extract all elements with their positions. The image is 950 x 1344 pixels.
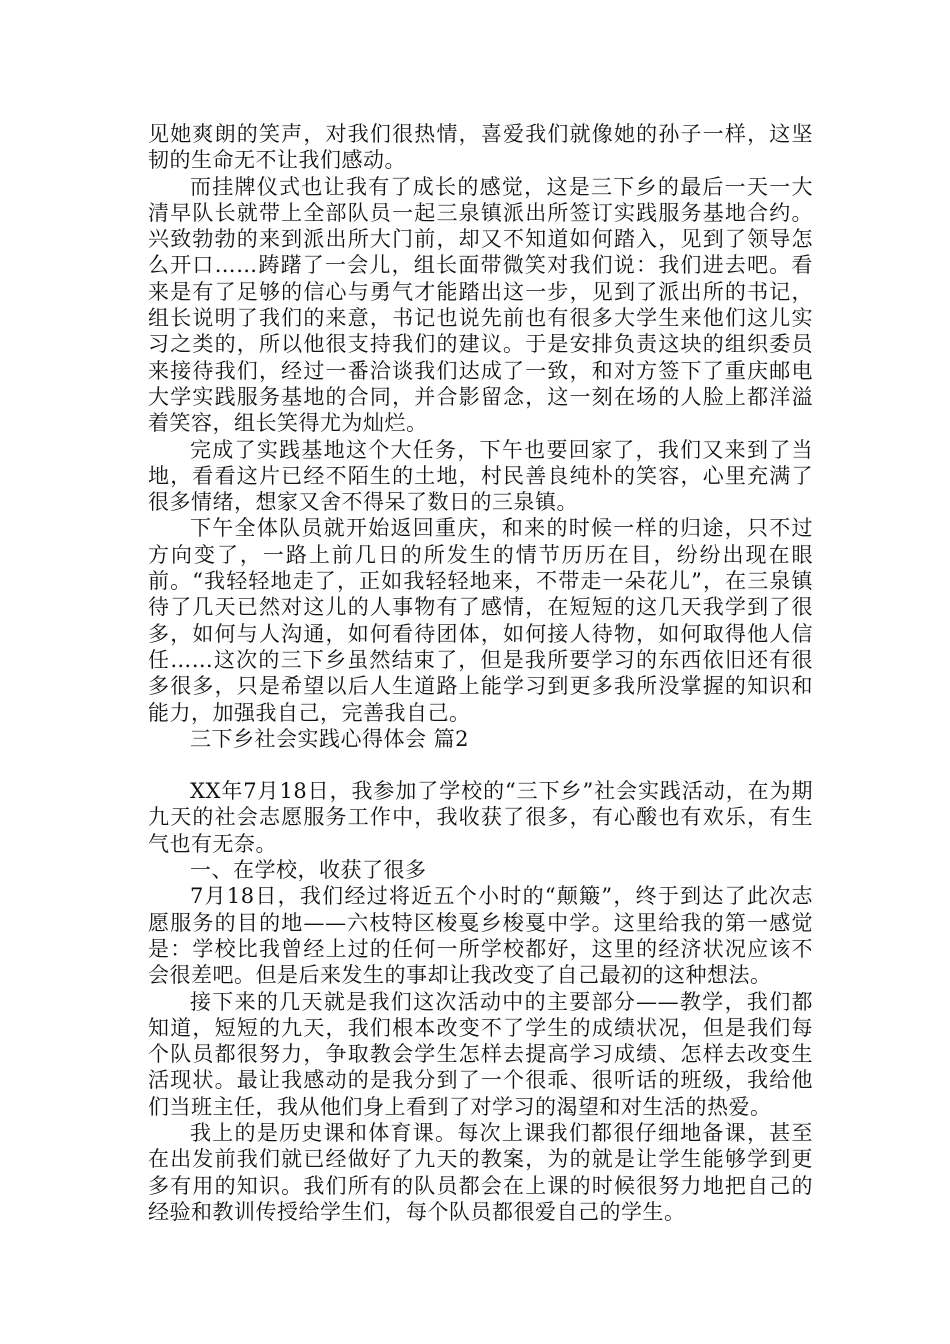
section-title: 三下乡社会实践心得体会 篇2 [190,726,470,751]
paragraph: XX年7月18日，我参加了学校的“三下乡”社会实践活动，在为期九天的社会志愿服务工作中，我收获了很多，有心酸也有欢乐，有生气也有无奈。 [148,779,813,856]
paragraph: 7月18日，我们经过将近五个小时的“颠簸”，终于到达了此次志愿服务的目的地——六枝特区梭戛乡梭戛中学。这里给我的第一感觉是：学校比我曾经上过的任何一所学校都好，这里的经济状况应该不会很差吧。但是后来发生的事却让我改变了自己最初的这种想法。 [148,884,813,988]
paragraph: 见她爽朗的笑声，对我们很热情，喜爱我们就像她的孙子一样，这坚韧的生命无不让我们感动。 [148,122,813,173]
paragraph: 我上的是历史课和体育课。每次上课我们都很仔细地备课，甚至在出发前我们就已经做好了九天的教案，为的就是让学生能够学到更多有用的知识。我们所有的队员都会在上课的时候很努力地把自己的经验和教训传授给学生们，每个队员都很爱自己的学生。 [148,1120,813,1224]
subheading: 一、在学校，收获了很多 [190,858,427,883]
paragraph: 下午全体队员就开始返回重庆，和来的时候一样的归途，只不过方向变了，一路上前几日的所发生的情节历历在目，纷纷出现在眼前。“我轻轻地走了，正如我轻轻地来，不带走一朵花儿”，在三泉镇待了几天已然对这儿的人事物有了感情，在短短的这几天我学到了很多，如何与人沟通，如何看待团体，如何接人待物，如何取得他人信任……这次的三下乡虽然结束了，但是我所要学习的东西依旧还有很多很多，只是希望以后人生道路上能学习到更多我所没掌握的知识和能力，加强我自己，完善我自己。 [148,516,813,725]
paragraph: 接下来的几天就是我们这次活动中的主要部分——教学，我们都知道，短短的九天，我们根本改变不了学生的成绩状况，但是我们每个队员都很努力，争取教会学生怎样去提高学习成绩、怎样去改变生活现状。最让我感动的是我分到了一个很乖、很听话的班级，我给他们当班主任，我从他们身上看到了对学习的渴望和对生活的热爱。 [148,989,813,1119]
paragraph: 完成了实践基地这个大任务，下午也要回家了，我们又来到了当地，看看这片已经不陌生的土地，村民善良纯朴的笑容，心里充满了很多情绪，想家又舍不得呆了数日的三泉镇。 [148,437,813,515]
document-body [148,121,813,1225]
paragraph: 而挂牌仪式也让我有了成长的感觉，这是三下乡的最后一天一大清早队长就带上全部队员一起三泉镇派出所签订实践服务基地合约。兴致勃勃的来到派出所大门前，却又不知道如何踏入，见到了领导怎么开口……踌躇了一会儿，组长面带微笑对我们说：我们进去吧。看来是有了足够的信心与勇气才能踏出这一步，见到了派出所的书记，组长说明了我们的来意，书记也说先前也有很多大学生来他们这儿实习之类的，所以他很支持我们的建议。于是安排负责这块的组织委员来接待我们，经过一番洽谈我们达成了一致，和对方签下了重庆邮电大学实践服务基地的合同，并合影留念，这一刻在场的人脸上都洋溢着笑容，组长笑得尤为灿烂。 [148,174,813,436]
